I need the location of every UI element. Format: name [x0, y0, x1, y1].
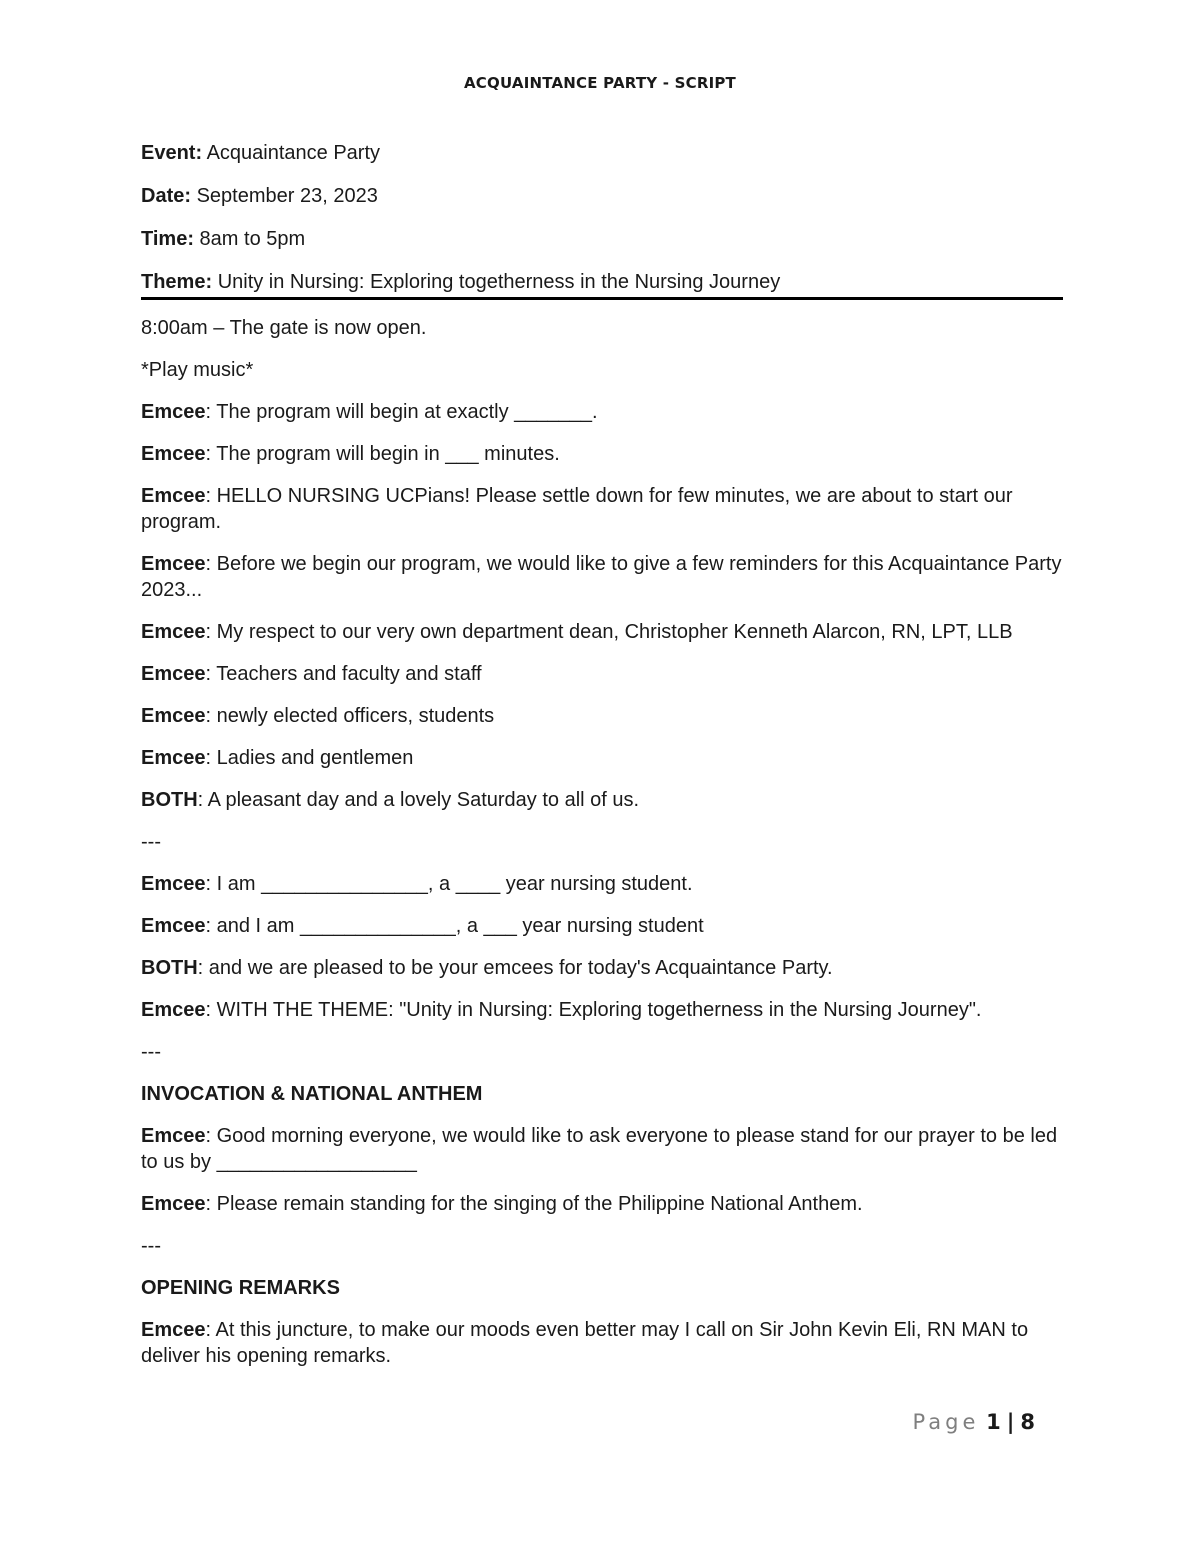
meta-value: Acquaintance Party	[206, 142, 381, 164]
line-text: : Teachers and faculty and staff	[205, 663, 482, 685]
meta-value: Unity in Nursing: Exploring togetherness in the Nursing Journey	[217, 271, 781, 293]
script-line	[141, 483, 1063, 535]
line-text: : WITH THE THEME: "Unity in Nursing: Exploring togetherness in the Nursing Journey".	[205, 999, 982, 1021]
page-footer	[913, 1410, 1035, 1434]
speaker-label: BOTH	[141, 789, 198, 811]
page-word: Page	[912, 1410, 980, 1434]
meta-value: 8am to 5pm	[199, 228, 306, 250]
total-pages: 8	[1020, 1410, 1035, 1434]
script-line	[141, 1233, 1063, 1259]
speaker-label: Emcee	[141, 999, 206, 1021]
script-line	[141, 997, 1063, 1023]
line-text: : At this juncture, to make our moods even better may I call on Sir John Kevin Eli, RN MAN to deliver his opening remarks.	[141, 1319, 1029, 1367]
line-text: : Please remain standing for the singing of the Philippine National Anthem.	[205, 1193, 863, 1215]
meta-label: Time:	[141, 228, 194, 250]
meta-date	[141, 183, 1063, 209]
section-title: OPENING REMARKS	[141, 1277, 340, 1299]
line-text: : The program will begin in ___ minutes.	[205, 443, 560, 465]
line-text: : Good morning everyone, we would like to ask everyone to please stand for our prayer to be led to us by __________________	[141, 1125, 1058, 1173]
script-line	[141, 551, 1063, 603]
current-page-number: 1	[986, 1410, 1001, 1434]
speaker-label: BOTH	[141, 957, 198, 979]
line-text: : Before we begin our program, we would like to give a few reminders for this Acquaintance Party 2023...	[141, 553, 1062, 601]
header-divider	[141, 297, 1063, 300]
line-text: ---	[141, 1041, 161, 1063]
page-separator: |	[1006, 1410, 1015, 1434]
line-text: : The program will begin at exactly _______.	[205, 401, 598, 423]
meta-label: Theme:	[141, 271, 213, 293]
script-line	[141, 787, 1063, 813]
line-text: : and we are pleased to be your emcees for today's Acquaintance Party.	[197, 957, 833, 979]
speaker-label: Emcee	[141, 747, 206, 769]
speaker-label: Emcee	[141, 1319, 206, 1341]
line-text: : newly elected officers, students	[205, 705, 495, 727]
script-line	[141, 1317, 1063, 1369]
speaker-label: Emcee	[141, 1125, 206, 1147]
line-text: : I am _______________, a ____ year nursing student.	[205, 873, 693, 895]
script-line	[141, 315, 1063, 341]
speaker-label: Emcee	[141, 485, 206, 507]
speaker-label: Emcee	[141, 401, 206, 423]
speaker-label: Emcee	[141, 621, 206, 643]
speaker-label: Emcee	[141, 1193, 206, 1215]
script-line	[141, 955, 1063, 981]
speaker-label: Emcee	[141, 705, 206, 727]
line-text: *Play music*	[141, 359, 254, 381]
document-title: ACQUAINTANCE PARTY - SCRIPT	[464, 74, 736, 92]
script-line	[141, 1191, 1063, 1217]
speaker-label: Emcee	[141, 553, 206, 575]
line-text: : Ladies and gentlemen	[205, 747, 414, 769]
line-text: ---	[141, 1235, 161, 1257]
script-line	[141, 871, 1063, 897]
script-line	[141, 829, 1063, 855]
script-lines	[141, 315, 1063, 1369]
line-text: 8:00am – The gate is now open.	[141, 317, 427, 339]
meta-theme	[141, 269, 1063, 295]
script-line	[141, 619, 1063, 645]
script-line	[141, 1039, 1063, 1065]
section-title: INVOCATION & NATIONAL ANTHEM	[141, 1083, 483, 1105]
script-line	[141, 357, 1063, 383]
line-text: : HELLO NURSING UCPians! Please settle down for few minutes, we are about to start our program.	[141, 485, 1013, 533]
document-body	[141, 140, 1063, 1385]
speaker-label: Emcee	[141, 873, 206, 895]
meta-label: Event:	[141, 142, 203, 164]
script-line	[141, 661, 1063, 687]
script-line	[141, 703, 1063, 729]
line-text: ---	[141, 831, 161, 853]
meta-value: September 23, 2023	[196, 185, 378, 207]
section-heading	[141, 1081, 1063, 1107]
meta-event	[141, 140, 1063, 166]
line-text: : My respect to our very own department dean, Christopher Kenneth Alarcon, RN, LPT, LLB	[205, 621, 1013, 643]
script-line	[141, 441, 1063, 467]
meta-time	[141, 226, 1063, 252]
line-text: : A pleasant day and a lovely Saturday to all of us.	[197, 789, 640, 811]
speaker-label: Emcee	[141, 663, 206, 685]
script-line	[141, 745, 1063, 771]
script-line	[141, 1123, 1063, 1175]
speaker-label: Emcee	[141, 915, 206, 937]
speaker-label: Emcee	[141, 443, 206, 465]
line-text: : and I am ______________, a ___ year nursing student	[205, 915, 704, 937]
script-line	[141, 399, 1063, 425]
section-heading	[141, 1275, 1063, 1301]
script-line	[141, 913, 1063, 939]
meta-label: Date:	[141, 185, 192, 207]
